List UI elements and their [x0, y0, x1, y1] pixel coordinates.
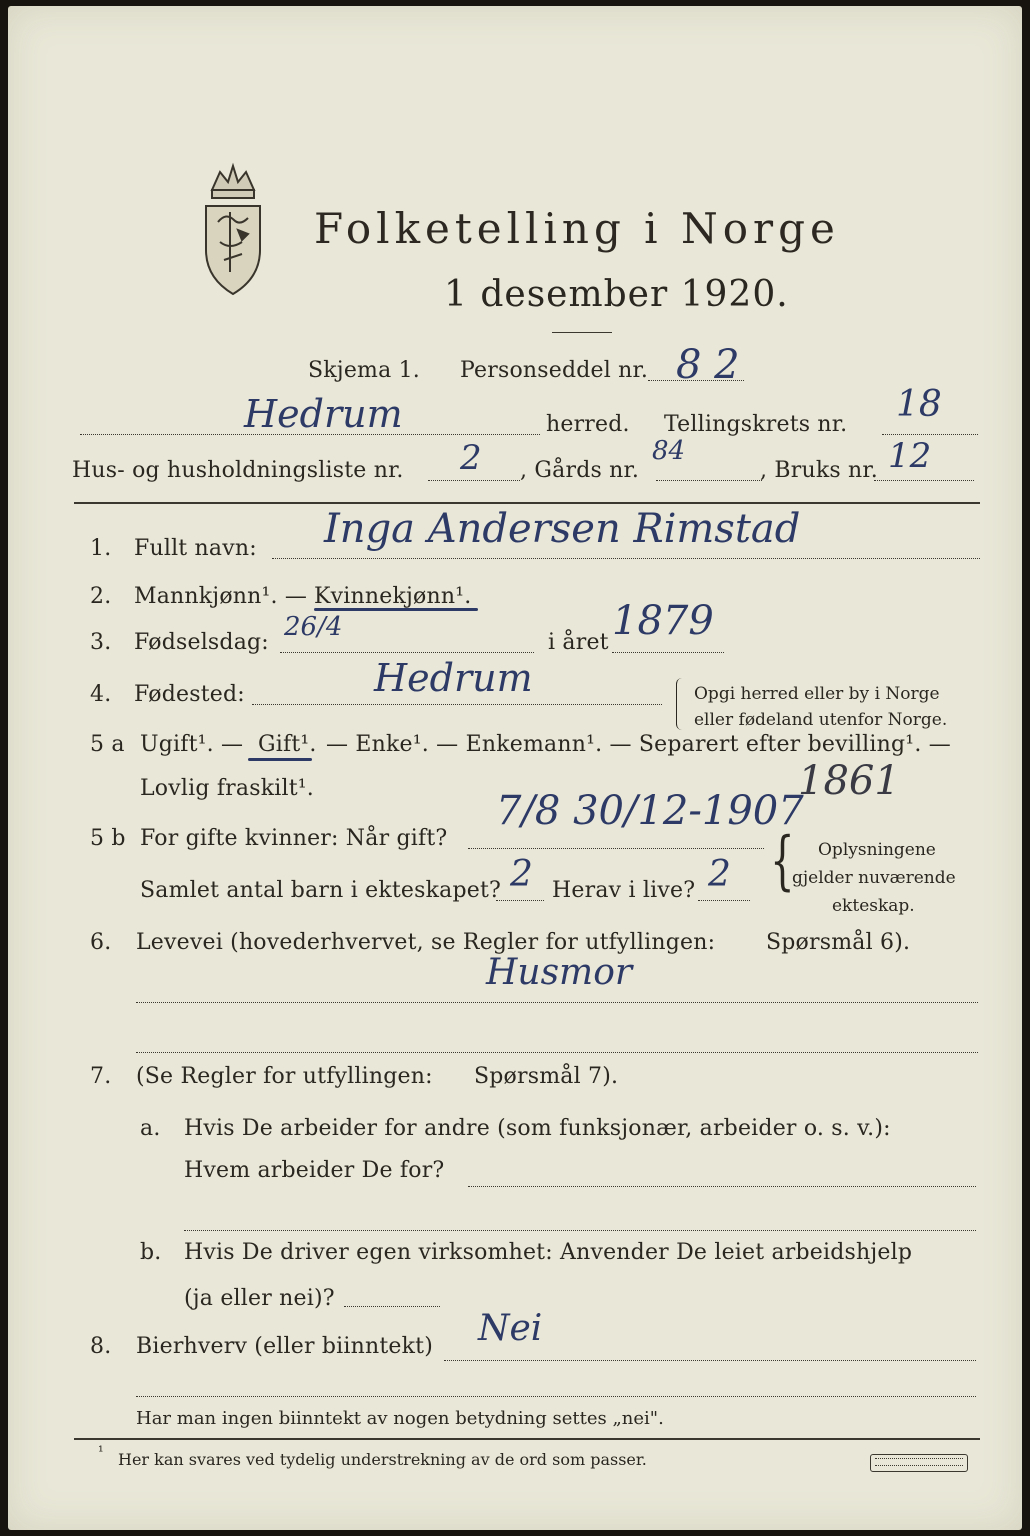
q5b-alive-field-line — [698, 900, 750, 901]
q7a-field-line1 — [468, 1186, 976, 1187]
q5b-note-line3: ekteskap. — [832, 896, 915, 916]
q8-number: 8. — [90, 1334, 112, 1359]
q3-number: 3. — [90, 630, 112, 655]
title-divider — [552, 332, 612, 333]
children-count-value[interactable]: 2 — [510, 854, 533, 895]
q4-note-line1: Opgi herred eller by i Norge — [694, 684, 940, 704]
footer-separator — [74, 1438, 980, 1440]
q7-reference: Spørsmål 7). — [474, 1064, 619, 1089]
husholdning-value[interactable]: 2 — [460, 438, 482, 478]
q6-field-line1 — [136, 1002, 978, 1003]
header-separator — [74, 502, 980, 504]
q3-year-field-line — [612, 652, 724, 653]
q6-label: Levevei (hovederhvervet, se Regler for utfyllingen: — [136, 930, 716, 955]
side-income-value[interactable]: Nei — [478, 1308, 543, 1349]
footnote-mark: ¹ — [98, 1444, 104, 1460]
q7a-field-line2 — [184, 1230, 976, 1231]
gender-female-underline — [314, 608, 478, 611]
norwegian-coat-of-arms-icon — [190, 152, 276, 302]
marital-gift-underline — [248, 758, 312, 761]
q7b-letter: b. — [140, 1240, 162, 1265]
printer-stamp-icon — [870, 1454, 968, 1472]
full-name-value[interactable]: Inga Andersen Rimstad — [324, 506, 801, 552]
tellingskrets-field-line — [882, 434, 978, 435]
herred-label: herred. — [546, 412, 630, 437]
q5b-alive-label: Herav i live? — [552, 878, 696, 903]
census-form-page — [8, 6, 1022, 1530]
personseddel-number[interactable]: 8 2 — [676, 342, 740, 388]
gards-field-line — [656, 480, 762, 481]
tellingskrets-value[interactable]: 18 — [896, 384, 942, 425]
q3-field-line — [280, 652, 534, 653]
husholdning-label: Hus- og husholdningsliste nr. — [72, 458, 404, 483]
q5b-field-line — [468, 848, 764, 849]
q7a-label: Hvis De arbeider for andre (som funksjonær, arbeider o. s. v.): — [184, 1116, 891, 1141]
q5b-label: For gifte kvinner: Når gift? — [140, 826, 448, 851]
q1-label: Fullt navn: — [134, 536, 257, 561]
herred-value[interactable]: Hedrum — [244, 392, 403, 436]
q6-field-line2 — [136, 1052, 978, 1053]
q3-label: Fødselsdag: — [134, 630, 269, 655]
marital-ugift-option[interactable]: Ugift¹. — — [140, 732, 244, 757]
q7-number: 7. — [90, 1064, 112, 1089]
bruks-label: , Bruks nr. — [760, 458, 878, 483]
q5b-note-brace: { — [770, 824, 795, 898]
q5b-note-line2: gjelder nuværende — [792, 868, 956, 888]
personseddel-label: Personseddel nr. — [460, 358, 649, 383]
q5b-note-line1: Oplysningene — [818, 840, 936, 860]
q7a-line2: Hvem arbeider De for? — [184, 1158, 445, 1183]
skjema-label: Skjema 1. — [308, 358, 421, 383]
q4-note-bracket — [676, 678, 683, 730]
birthplace-value[interactable]: Hedrum — [374, 656, 533, 700]
margin-year-annotation: 1861 — [798, 758, 900, 804]
q5a-number: 5 a — [90, 732, 125, 757]
q7b-field-line — [344, 1306, 440, 1307]
q4-field-line — [252, 704, 662, 705]
tellingskrets-label: Tellingskrets nr. — [664, 412, 848, 437]
form-title: Folketelling i Norge — [314, 204, 840, 253]
q8-field-line2 — [136, 1396, 976, 1397]
q5b-children-field-line — [496, 900, 544, 901]
gards-label: , Gårds nr. — [520, 458, 640, 483]
q4-note-line2: eller fødeland utenfor Norge. — [694, 710, 948, 730]
q1-number: 1. — [90, 536, 112, 561]
q8-field-line1 — [444, 1360, 976, 1361]
q4-label: Fødested: — [134, 682, 245, 707]
q8-label: Bierhverv (eller biinntekt) — [136, 1334, 434, 1359]
gender-male-option[interactable]: Mannkjønn¹. — — [134, 584, 308, 609]
footnote-text: Her kan svares ved tydelig understrekning av de ord som passer. — [118, 1450, 647, 1469]
q2-number: 2. — [90, 584, 112, 609]
q1-field-line — [272, 558, 980, 559]
marital-gift-option[interactable]: Gift¹. — [258, 732, 317, 757]
marital-other-options[interactable]: — Enke¹. — Enkemann¹. — Separert efter bevilling¹. — — [326, 732, 951, 757]
marriage-date-value[interactable]: 7/8 30/12-1907 — [496, 788, 804, 834]
census-date: 1 desember 1920. — [444, 274, 789, 315]
q5b-children-label: Samlet antal barn i ekteskapet? — [140, 878, 502, 903]
q6-reference: Spørsmål 6). — [766, 930, 911, 955]
gender-female-option[interactable]: Kvinnekjønn¹. — [314, 584, 472, 609]
q7-label: (Se Regler for utfyllingen: — [136, 1064, 433, 1089]
bruks-field-line — [874, 480, 974, 481]
marital-fraskilt-option[interactable]: Lovlig fraskilt¹. — [140, 776, 314, 801]
bleed-through-text — [648, 118, 653, 138]
q3-year-label: i året — [548, 630, 609, 655]
children-alive-value[interactable]: 2 — [708, 854, 731, 895]
birthday-value[interactable]: 26/4 — [284, 612, 343, 642]
gards-value[interactable]: 84 — [652, 436, 686, 466]
q7b-line2: (ja eller nei)? — [184, 1286, 335, 1311]
no-income-note: Har man ingen biinntekt av nogen betydning settes „nei". — [136, 1408, 664, 1429]
occupation-value[interactable]: Husmor — [486, 952, 633, 993]
q7a-letter: a. — [140, 1116, 161, 1141]
q5b-number: 5 b — [90, 826, 126, 851]
q7b-label: Hvis De driver egen virksomhet: Anvender De leiet arbeidshjelp — [184, 1240, 913, 1265]
q4-number: 4. — [90, 682, 112, 707]
birth-year-value[interactable]: 1879 — [612, 598, 714, 644]
q6-number: 6. — [90, 930, 112, 955]
bruks-value[interactable]: 12 — [888, 436, 932, 476]
husholdning-field-line — [428, 480, 520, 481]
